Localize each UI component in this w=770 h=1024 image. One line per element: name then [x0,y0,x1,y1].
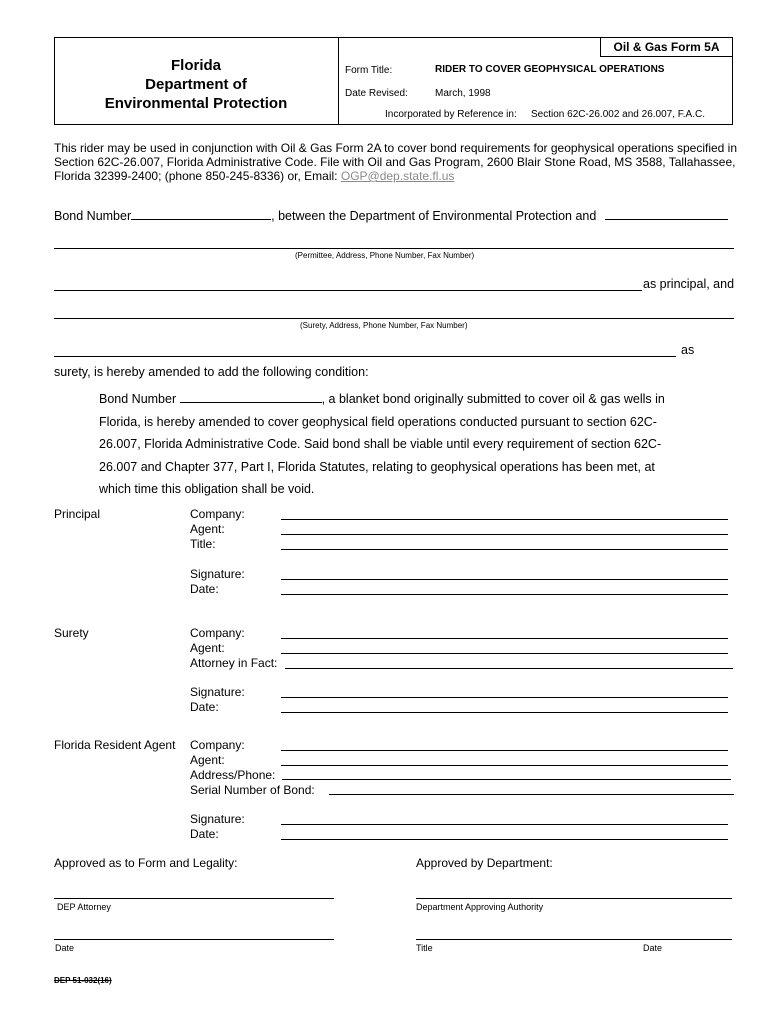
principal-heading: Principal [54,507,101,521]
resident-date-label: Date: [190,827,219,841]
intro-line-3-text: Florida 32399-2400; (phone 850-245-8336) or, Email: [54,169,341,183]
bond-number-field[interactable] [131,207,271,220]
dep-attorney-signature-field[interactable] [54,898,334,899]
agency-name [54,56,338,113]
surety-field[interactable] [54,356,676,357]
intro-line-2: Section 62C-26.007, Florida Administrative Code. File with Oil and Gas Program, 2600 Blair Stone Road, MS 3588, Tallahassee, [54,155,736,169]
incorporated-value: Section 62C-26.002 and 26.007, F.A.C. [531,109,706,120]
principal-date-label: Date: [190,582,219,596]
agency-line-3: Environmental Protection [104,95,288,112]
para-bond-number-label: Bond Number [99,392,177,406]
resident-address-label: Address/Phone: [190,768,276,782]
permittee-field[interactable] [54,248,734,249]
form-code: DEP 51-032(16) [54,976,112,985]
principal-signature-field[interactable] [281,579,728,580]
surety-signature-field[interactable] [281,697,728,698]
form-title-label: Form Title: [345,65,393,76]
surety-address-field[interactable] [54,318,734,319]
resident-serial-label: Serial Number of Bond: [190,783,315,797]
condition-line-1-rest: , a blanket bond originally submitted to cover oil & gas wells in [321,392,665,406]
para-bond-number-field[interactable] [180,390,322,403]
surety-agent-field[interactable] [281,653,728,654]
dept-title-caption: Title [416,943,433,953]
agency-line-2: Department of [145,76,247,93]
surety-company-field[interactable] [281,638,728,639]
condition-line-3: 26.007, Florida Administrative Code. Said bond shall be viable until every requirement of section 62C- [99,437,662,451]
principal-company-field[interactable] [281,519,728,520]
legal-approval-heading: Approved as to Form and Legality: [54,856,238,870]
form-title-value: RIDER TO COVER GEOPHYSICAL OPERATIONS [435,64,665,75]
resident-date-field[interactable] [281,839,728,840]
principal-company-label: Company: [190,507,245,521]
surety-agent-label: Agent: [190,641,225,655]
resident-signature-field[interactable] [281,824,728,825]
dept-date-caption: Date [643,943,663,953]
surety-heading: Surety [54,626,89,640]
resident-agent-heading: Florida Resident Agent [54,738,176,752]
bond-number-label: Bond Number [54,209,132,223]
agency-line-1: Florida [170,57,221,74]
condition-paragraph [99,388,689,501]
surety-caption: (Surety, Address, Phone Number, Fax Number) [300,321,468,330]
date-revised-label: Date Revised: [345,88,408,99]
intro-line-3 [54,169,754,183]
header-divider [338,37,339,125]
principal-agent-label: Agent: [190,522,225,536]
condition-line-1 [99,388,689,411]
bond-number-row [54,207,596,224]
principal-field[interactable] [54,290,642,291]
surety-attorney-label: Attorney in Fact: [190,656,278,670]
surety-attorney-field[interactable] [285,668,733,669]
condition-line-2: Florida, is hereby amended to cover geophysical field operations conducted pursuant to section 62C- [99,414,657,429]
surety-signature-label: Signature: [190,685,245,699]
surety-company-label: Company: [190,626,245,640]
surety-date-label: Date: [190,700,219,714]
as-principal-text: as principal, and [643,277,735,291]
resident-address-field[interactable] [282,779,731,780]
principal-title-field[interactable] [281,549,728,550]
dept-authority-signature-field[interactable] [416,898,732,899]
condition-line-5: which time this obligation shall be void. [99,482,315,496]
intro-text [54,141,754,183]
between-text: , between the Department of Environmental Protection and [271,209,597,223]
condition-line-4: 26.007 and Chapter 377, Part I, Florida Statutes, relating to geophysical operations has been met, at [99,459,655,474]
surety-date-field[interactable] [281,712,728,713]
permittee-name-field[interactable] [605,219,728,220]
form-number: Oil & Gas Form 5A [613,40,720,54]
legal-date-field[interactable] [54,939,334,940]
resident-company-field[interactable] [281,750,728,751]
dept-approval-heading: Approved by Department: [416,856,553,870]
resident-signature-label: Signature: [190,812,245,826]
dep-attorney-caption: DEP Attorney [57,902,111,912]
principal-agent-field[interactable] [281,534,728,535]
principal-title-label: Title: [190,537,216,551]
dept-title-date-field[interactable] [416,939,732,940]
surety-text: surety, is hereby amended to add the following condition: [54,365,369,379]
resident-company-label: Company: [190,738,245,752]
permittee-caption: (Permittee, Address, Phone Number, Fax Number) [295,251,475,260]
principal-date-field[interactable] [281,594,728,595]
date-revised-value: March, 1998 [435,88,491,99]
resident-agent-field[interactable] [281,765,728,766]
resident-agent-label: Agent: [190,753,225,767]
intro-line-1: This rider may be used in conjunction with Oil & Gas Form 2A to cover bond requirements for geophysical operations specified in [54,141,738,155]
email-link[interactable]: OGP@dep.state.fl.us [340,169,455,183]
legal-date-caption: Date [55,943,75,953]
resident-serial-field[interactable] [329,794,734,795]
dept-authority-caption: Department Approving Authority [416,902,544,912]
principal-signature-label: Signature: [190,567,245,581]
as-text: as [681,343,695,357]
incorporated-label: Incorporated by Reference in: [385,109,517,120]
